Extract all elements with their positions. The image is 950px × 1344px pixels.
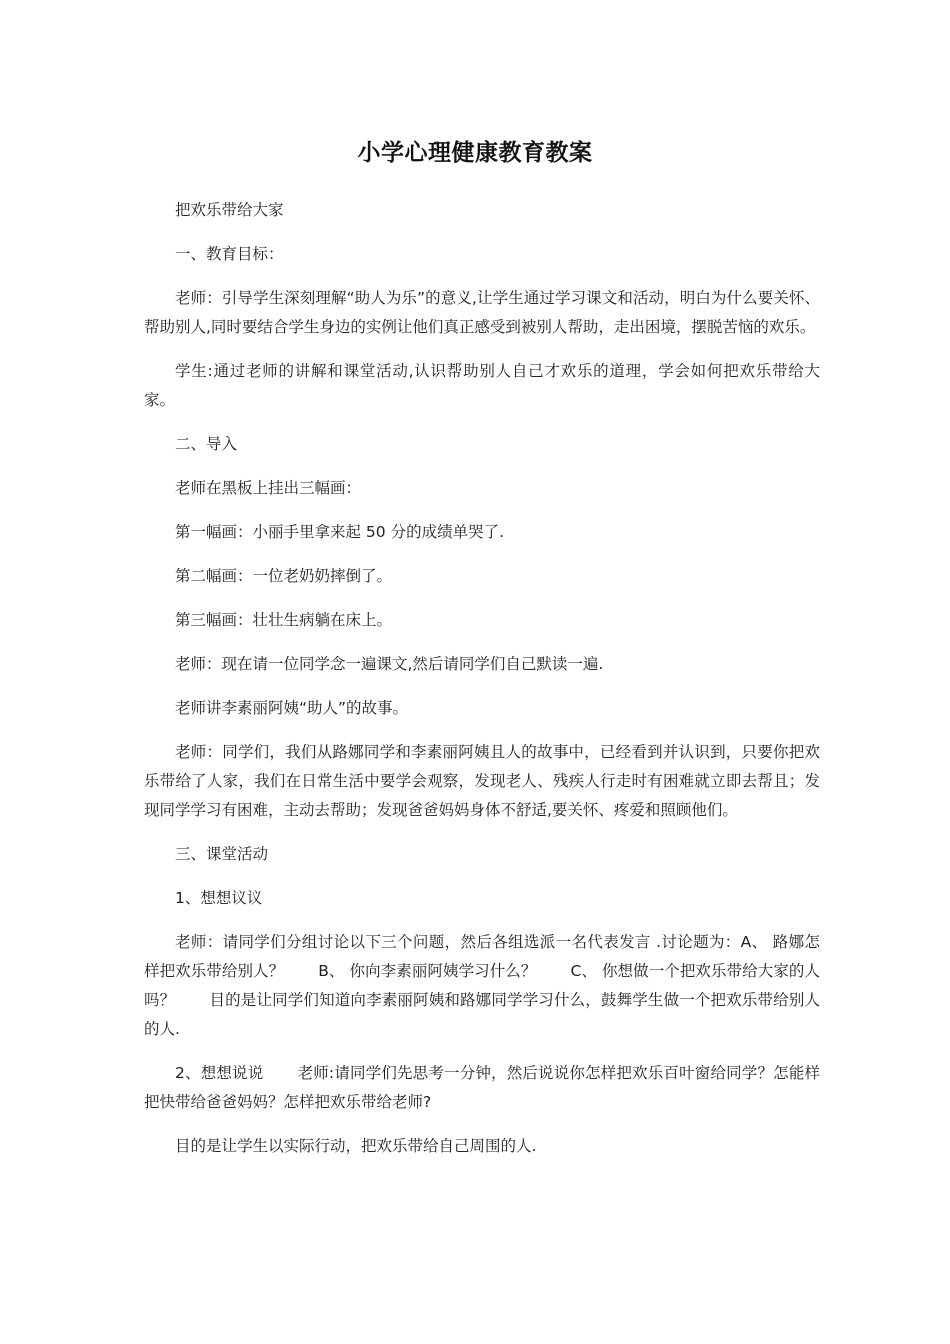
paragraph-story: 老师讲李素丽阿姨“助人”的故事。	[175, 699, 409, 717]
think-say-body: 老师:请同学们先思考一分钟，然后说说你怎样把欢乐百叶窗给同学？怎能样把快带给爸爸妈妈？怎样把欢乐带给老师?	[144, 1064, 820, 1111]
paragraph-think-discuss: 1、想想议议	[175, 889, 263, 907]
discussion-intro: 老师：请同学们分组讨论以下三个问题，然后各组选派一名代表发言 .讨论题为：A、 路娜怎样把欢乐带给别人？	[144, 933, 820, 980]
paragraph-think-say	[144, 1059, 820, 1117]
paragraph-discussion	[144, 928, 820, 1044]
paragraph-teacher-goal: 老师：引导学生深刻理解“助人为乐”的意义,让学生通过学习课文和活动，明白为什么要关怀、帮助别人,同时要结合学生身边的实例让他们真正感受到被别人帮助，走出困境，摆脱苦恼的欢乐。	[144, 289, 820, 336]
paragraph-section-goals: 一、教育目标：	[175, 245, 284, 263]
paragraph-student-goal: 学生:通过老师的讲解和课堂活动,认识帮助别人自己才欢乐的道理，学会如何把欢乐带给大家。	[144, 362, 820, 409]
discussion-purpose: 目的是让同学们知道向李素丽阿姨和路娜同学学习什么，鼓舞学生做一个把欢乐带给别人的人.	[144, 991, 820, 1038]
paragraph-section-activities: 三、课堂活动	[175, 845, 269, 863]
paragraph-read-text: 老师：现在请一位同学念一遍课文,然后请同学们自己默读一遍.	[175, 655, 604, 673]
paragraph-closing: 目的是让学生以实际行动，把欢乐带给自己周围的人.	[175, 1137, 537, 1155]
paragraph-section-intro: 二、导入	[175, 435, 238, 453]
discussion-question-b: B、 你向李素丽阿姨学习什么？	[318, 962, 537, 980]
paragraph-teacher-summary: 老师：同学们，我们从路娜同学和李素丽阿姨且人的故事中，已经看到并认识到，只要你把欢乐带给了人家，我们在日常生活中要学会观察，发现老人、残疾人行走时有困难就立即去帮且；发现同学学习有困难，主动去帮助；发现爸爸妈妈身体不舒适,要关怀、疼爱和照顾他们。	[144, 743, 820, 819]
paragraph-lesson-name: 把欢乐带给大家	[175, 201, 284, 219]
paragraph-picture-2: 第二幅画：一位老奶奶摔倒了。	[175, 567, 393, 585]
think-say-heading: 2、想想说说	[175, 1064, 264, 1082]
paragraph-pictures-intro: 老师在黑板上挂出三幅画：	[175, 479, 362, 497]
discussion-question-c: C、 你想做一个把欢乐带给大家的人吗？	[144, 962, 820, 1009]
paragraph-picture-1: 第一幅画：小丽手里拿来起 50 分的成绩单哭了.	[175, 523, 505, 541]
document-body	[144, 196, 820, 1176]
paragraph-picture-3: 第三幅画：壮壮生病躺在床上。	[175, 611, 393, 629]
document-title: 小学心理健康教育教案	[357, 140, 593, 166]
